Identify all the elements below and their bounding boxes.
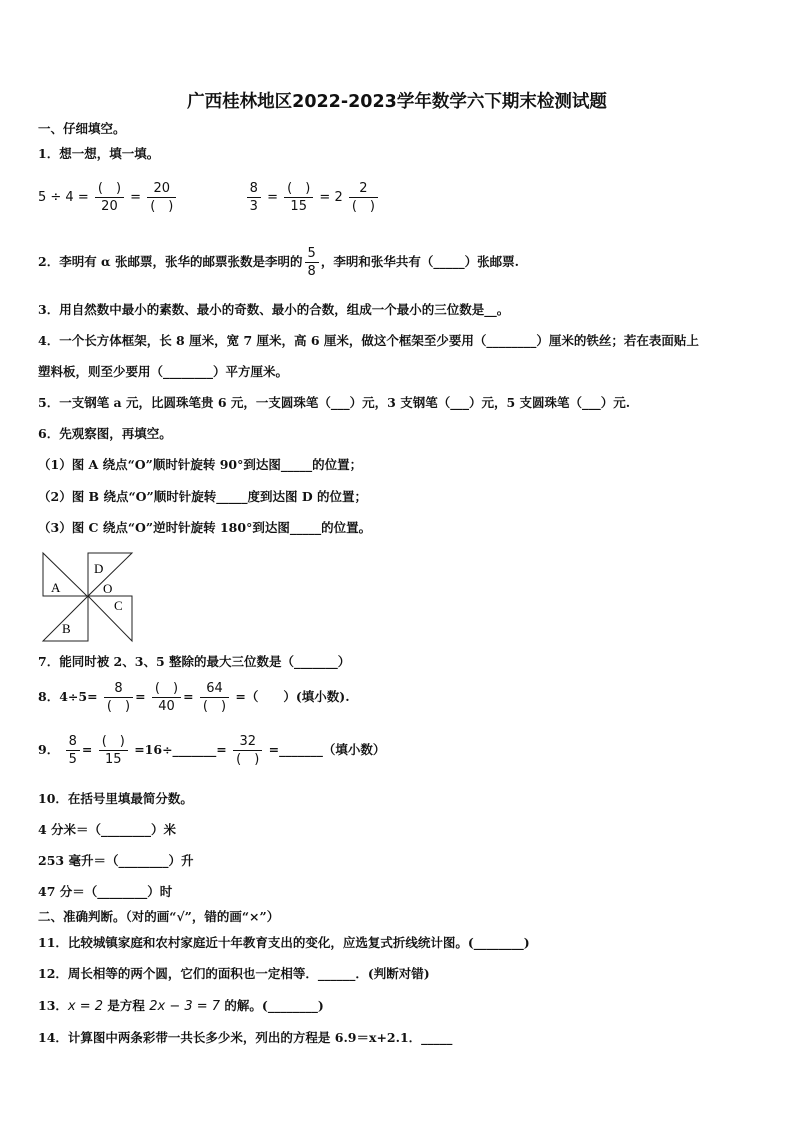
question-10-row-1: 4 分米＝（________）米 bbox=[38, 822, 177, 837]
question-4-line-2: 塑料板，则至少要用（________）平方厘米。 bbox=[38, 364, 289, 379]
question-10: 10．在括号里填最简分数。 bbox=[38, 791, 193, 806]
q1-frac-3: $\frac{8}{3}$ bbox=[247, 180, 261, 215]
label-a: A bbox=[51, 580, 61, 595]
question-6: 6．先观察图，再填空。 bbox=[38, 426, 172, 441]
question-13: 13．x = 2 是方程 2x − 3 = 7 的解。(________) bbox=[38, 998, 324, 1014]
q1-frac-4: $\frac{( )}{15}$ bbox=[284, 180, 313, 215]
question-6-part-1: （1）图 A 绕点“O”顺时针旋转 90°到达图_____的位置； bbox=[38, 457, 363, 472]
question-3: 3．用自然数中最小的素数、最小的奇数、最小的合数，组成一个最小的三位数是__。 bbox=[38, 302, 510, 317]
question-4-line-1: 4．一个长方体框架，长 8 厘米，宽 7 厘米，高 6 厘米，做这个框架至少要用（________）厘米的铁丝；若在表面贴上 bbox=[38, 333, 699, 348]
triangle-a bbox=[43, 553, 87, 596]
question-12: 12．周长相等的两个圆，它们的面积也一定相等．______．(判断对错) bbox=[38, 966, 430, 981]
q1-lhs: 5 ÷ 4 = bbox=[38, 190, 89, 205]
page-title: 广西桂林地区2022-2023学年数学六下期末检测试题 bbox=[187, 92, 607, 112]
section-2-heading: 二、准确判断。（对的画“√”，错的画“×”） bbox=[38, 909, 280, 924]
rotation-figure bbox=[40, 550, 140, 646]
question-1-equations: 5 ÷ 4 = $\frac{( )}{20}$ = $\frac{20}{( )}$ $\frac{8}{3}$ = $\frac{( )}{15}$ = 2 $\frac{2}{( )}$ bbox=[38, 180, 380, 215]
question-14: 14．计算图中两条彩带一共长多少米，列出的方程是 6.9＝x+2.1．_____ bbox=[38, 1030, 453, 1045]
question-11: 11．比较城镇家庭和农村家庭近十年教育支出的变化，应选复式折线统计图。(________) bbox=[38, 935, 530, 950]
question-10-row-2: 253 毫升＝（________）升 bbox=[38, 853, 194, 868]
q13-expr-1: x = 2 bbox=[67, 999, 104, 1014]
label-d: D bbox=[94, 561, 104, 576]
question-1: 1．想一想，填一填。 bbox=[38, 146, 160, 161]
q1-frac-5: $\frac{2}{( )}$ bbox=[349, 180, 378, 215]
label-c: C bbox=[114, 598, 123, 613]
triangle-c bbox=[88, 596, 132, 641]
question-9: 9． $\frac{8}{5}$ = $\frac{( )}{15}$ =16÷_______= $\frac{32}{( )}$ =_______（填小数） bbox=[38, 734, 386, 767]
q1-frac-2: $\frac{20}{( )}$ bbox=[147, 180, 176, 215]
question-10-row-3: 47 分＝（________）时 bbox=[38, 884, 173, 899]
label-b: B bbox=[62, 621, 71, 636]
question-6-part-2: （2）图 B 绕点“O”顺时针旋转_____度到达图 D 的位置； bbox=[38, 489, 368, 504]
section-1-heading: 一、仔细填空。 bbox=[38, 121, 126, 136]
question-2: 2．李明有 α 张邮票，张华的邮票张数是李明的 $\frac{5}{8}$ ，李明和张华共有（_____）张邮票. bbox=[38, 246, 519, 279]
question-7: 7．能同时被 2、3、5 整除的最大三位数是（_______） bbox=[38, 654, 351, 669]
question-5: 5．一支钢笔 a 元，比圆珠笔贵 6 元，一支圆珠笔（___）元，3 支钢笔（___）元，5 支圆珠笔（___）元. bbox=[38, 395, 631, 410]
q13-expr-2: 2x − 3 = 7 bbox=[149, 999, 221, 1014]
q1-frac-1: $\frac{( )}{20}$ bbox=[95, 180, 124, 215]
label-o: O bbox=[103, 581, 113, 596]
question-8: 8．4÷5= $\frac{8}{( )}$ = $\frac{( )}{40}$ = $\frac{64}{( )}$ =（ ）(填小数). bbox=[38, 681, 350, 714]
question-6-part-3: （3）图 C 绕点“O”逆时针旋转 180°到达图_____的位置。 bbox=[38, 520, 372, 535]
